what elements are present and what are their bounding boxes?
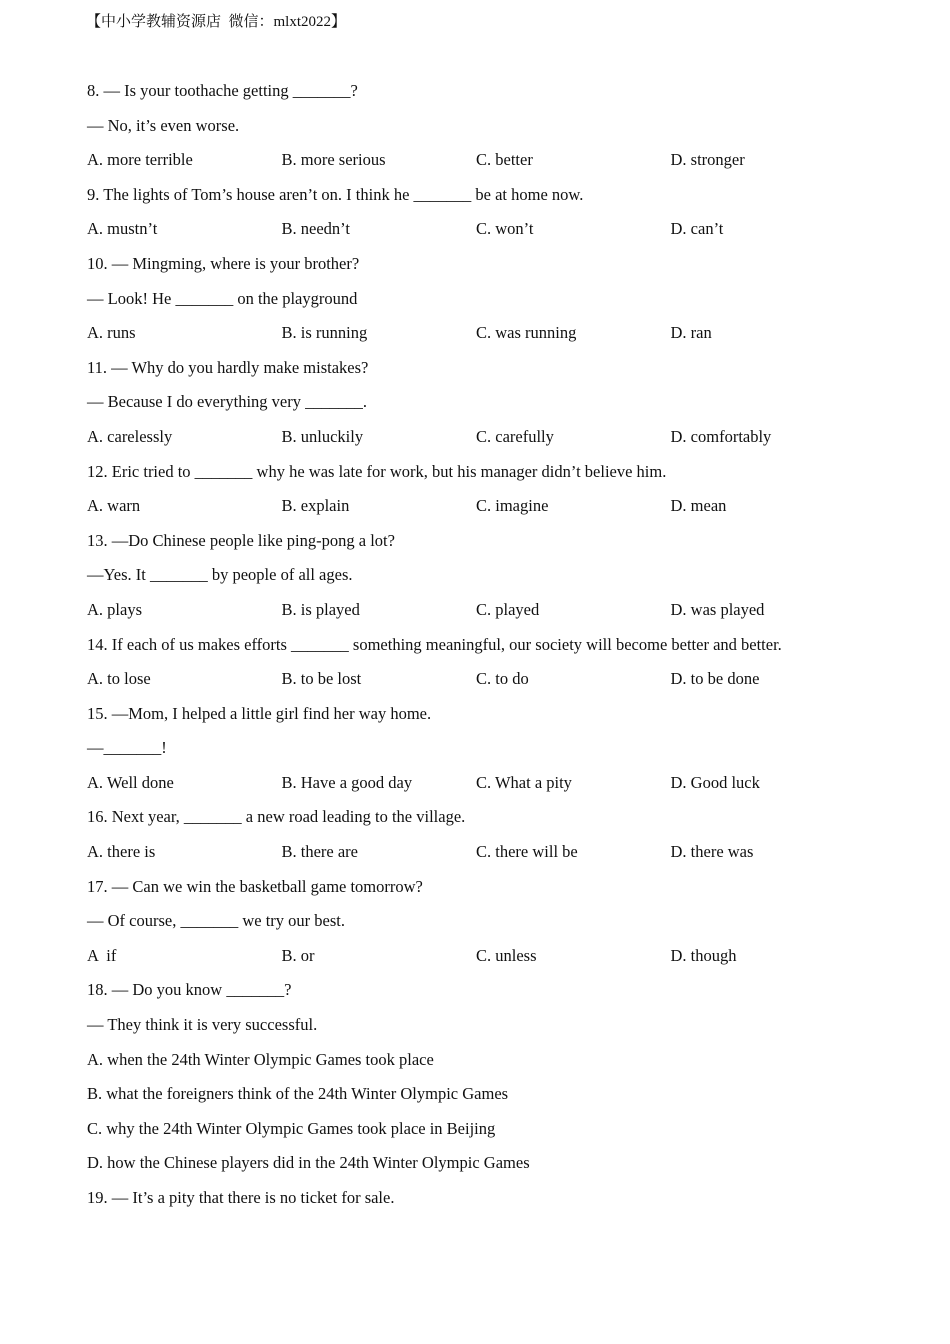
question-response: — Look! He _______ on the playground xyxy=(87,288,358,308)
option-b: B. what the foreigners think of the 24th Winter Olympic Games xyxy=(87,1084,509,1104)
option-b: B. is played xyxy=(281,599,360,619)
question-response: — They think it is very successful. xyxy=(87,1015,318,1035)
option-b: B. explain xyxy=(281,496,350,516)
question-18 xyxy=(87,977,907,1185)
option-b: B. to be lost xyxy=(281,669,362,689)
option-a: A. runs xyxy=(87,323,136,343)
question-stem: 9. The lights of Tom’s house aren’t on. I think he _______ be at home now. xyxy=(87,184,584,204)
option-a: A. mustn’t xyxy=(87,219,158,239)
options-row xyxy=(87,943,907,978)
option-c: C. won’t xyxy=(476,219,534,239)
option-a: A. when the 24th Winter Olympic Games took place xyxy=(87,1049,434,1069)
option-d: D. mean xyxy=(670,496,727,516)
option-c: C. to do xyxy=(476,669,529,689)
option-b: B. more serious xyxy=(281,150,386,170)
option-d: D. how the Chinese players did in the 24th Winter Olympic Games xyxy=(87,1153,530,1173)
question-9 xyxy=(87,182,907,251)
question-stem: 18. — Do you know _______? xyxy=(87,980,292,1000)
options-row xyxy=(87,424,907,459)
question-response: — Because I do everything very _______. xyxy=(87,392,367,412)
option-c: C. there will be xyxy=(476,842,578,862)
question-stem: 12. Eric tried to _______ why he was late for work, but his manager didn’t believe him. xyxy=(87,461,667,481)
options-row xyxy=(87,839,907,874)
option-a: A. to lose xyxy=(87,669,151,689)
question-stem: 16. Next year, _______ a new road leading to the village. xyxy=(87,807,466,827)
question-stem: 14. If each of us makes efforts _______ something meaningful, our society will become better and better. xyxy=(87,634,782,654)
question-stem: 10. — Mingming, where is your brother? xyxy=(87,253,360,273)
question-response: — Of course, _______ we try our best. xyxy=(87,911,345,931)
option-b: B. needn’t xyxy=(281,219,350,239)
option-d: D. to be done xyxy=(670,669,760,689)
question-response: —Yes. It _______ by people of all ages. xyxy=(87,565,353,585)
question-17 xyxy=(87,874,907,978)
question-stem: 11. — Why do you hardly make mistakes? xyxy=(87,357,369,377)
question-12 xyxy=(87,459,907,528)
option-a: A. plays xyxy=(87,599,142,619)
question-response: — No, it’s even worse. xyxy=(87,115,240,135)
option-b: B. unluckily xyxy=(281,426,364,446)
question-list xyxy=(87,78,907,1220)
option-a: A. Well done xyxy=(87,772,174,792)
option-c: C. What a pity xyxy=(476,772,572,792)
header-watermark: 【中小学教辅资源店 微信：mlxt2022】 xyxy=(86,14,347,30)
question-13 xyxy=(87,528,907,632)
option-a: A. more terrible xyxy=(87,150,193,170)
question-10 xyxy=(87,251,907,355)
option-c: C. carefully xyxy=(476,426,554,446)
option-d: D. ran xyxy=(670,323,712,343)
option-d: D. can’t xyxy=(670,219,724,239)
question-stem: 19. — It’s a pity that there is no ticket for sale. xyxy=(87,1188,395,1207)
question-15 xyxy=(87,701,907,805)
options-row xyxy=(87,770,907,805)
options-row xyxy=(87,666,907,701)
question-16 xyxy=(87,804,907,873)
option-d: D. comfortably xyxy=(670,426,772,446)
option-d: D. though xyxy=(670,945,737,965)
option-b: B. there are xyxy=(281,842,358,862)
options-row xyxy=(87,216,907,251)
option-d: D. Good luck xyxy=(670,772,760,792)
option-d: D. stronger xyxy=(670,150,745,170)
question-8 xyxy=(87,78,907,182)
question-11 xyxy=(87,355,907,459)
question-stem: 15. —Mom, I helped a little girl find her way home. xyxy=(87,703,432,723)
options-row xyxy=(87,320,907,355)
option-c: C. was running xyxy=(476,323,577,343)
option-a: A. warn xyxy=(87,496,141,516)
option-a: A. there is xyxy=(87,842,156,862)
option-a: A if xyxy=(87,945,117,965)
options-row xyxy=(87,493,907,528)
question-stem: 8. — Is your toothache getting _______? xyxy=(87,81,358,100)
question-response: —_______! xyxy=(87,738,167,758)
question-14 xyxy=(87,632,907,701)
option-d: D. was played xyxy=(670,599,765,619)
option-b: B. is running xyxy=(281,323,368,343)
option-c: C. why the 24th Winter Olympic Games took place in Beijing xyxy=(87,1118,496,1138)
option-b: B. Have a good day xyxy=(281,772,413,792)
option-c: C. better xyxy=(476,150,533,170)
question-19 xyxy=(87,1185,907,1220)
options-row xyxy=(87,597,907,632)
option-c: C. played xyxy=(476,599,540,619)
options-row xyxy=(87,147,907,182)
question-stem: 13. —Do Chinese people like ping-pong a lot? xyxy=(87,530,395,550)
option-b: B. or xyxy=(281,945,315,965)
option-c: C. unless xyxy=(476,945,537,965)
option-d: D. there was xyxy=(670,842,754,862)
option-a: A. carelessly xyxy=(87,426,173,446)
option-c: C. imagine xyxy=(476,496,549,516)
question-stem: 17. — Can we win the basketball game tomorrow? xyxy=(87,876,423,896)
